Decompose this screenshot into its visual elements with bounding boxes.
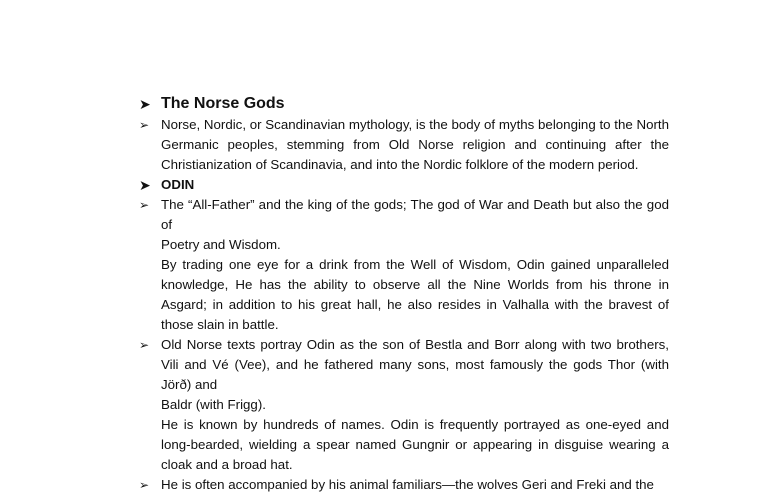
- list-item-odin-heading: [137, 175, 669, 195]
- outline-arrow-bullet-icon: ➢: [139, 118, 150, 132]
- allfather-line-2: [161, 235, 669, 255]
- word-frigg: Frigg).: [227, 397, 266, 412]
- family-paragraph: [161, 335, 669, 475]
- word-baldr: Baldr: [161, 397, 193, 412]
- allfather-rest: By trading one eye for a drink from the Well of Wisdom, Odin gained unparalleled knowledge, He has the ability to observe all the Nine Worlds from his throne in Asgard; in addition to his great hall, he also resides in Valhalla with the bravest of those slain in battle.: [161, 257, 669, 332]
- heading-title: The Norse Gods: [161, 95, 285, 112]
- outline-arrow-bullet-icon: ➢: [139, 198, 150, 212]
- family-line-3: [161, 395, 669, 415]
- list-item-animals-cut: [137, 475, 669, 492]
- solid-arrow-bullet-icon: ➤: [139, 96, 151, 112]
- document-body: [137, 93, 669, 492]
- allfather-line-1: The “All-Father” and the king of the gods; The god of War and Death but also the god of: [161, 197, 669, 232]
- intro-paragraph: Norse, Nordic, or Scandinavian mythology, is the body of myths belonging to the North Germanic peoples, stemming from Old Norse religion and continuing after the Christianization of Scandinavia, and into the Nordic folklore of the modern period.: [161, 117, 669, 172]
- list-item-allfather: [137, 195, 669, 335]
- word-and: and: [203, 237, 226, 252]
- odin-heading: ODIN: [161, 177, 195, 192]
- allfather-paragraph: [161, 195, 669, 335]
- solid-arrow-bullet-icon: ➤: [139, 177, 151, 193]
- outline-arrow-bullet-icon: ➢: [139, 478, 150, 492]
- word-with: (with: [195, 397, 224, 412]
- animals-line: He is often accompanied by his animal familiars—the wolves Geri and Freki and the: [161, 477, 654, 492]
- section-heading: [137, 93, 669, 115]
- family-lines: Old Norse texts portray Odin as the son of Bestla and Borr along with two brothers, Vili and Vé (Vee), and he fathered many sons, most famously the gods Thor (with Jörð) and: [161, 337, 669, 392]
- list-item-intro: [137, 115, 669, 175]
- word-wisdom: Wisdom.: [229, 237, 281, 252]
- family-rest: He is known by hundreds of names. Odin is frequently portrayed as one-eyed and long-bearded, wielding a spear named Gungnir or appearing in disguise wearing a cloak and a broad hat.: [161, 417, 669, 472]
- word-poetry: Poetry: [161, 237, 200, 252]
- outline-arrow-bullet-icon: ➢: [139, 338, 150, 352]
- list-item-family: [137, 335, 669, 475]
